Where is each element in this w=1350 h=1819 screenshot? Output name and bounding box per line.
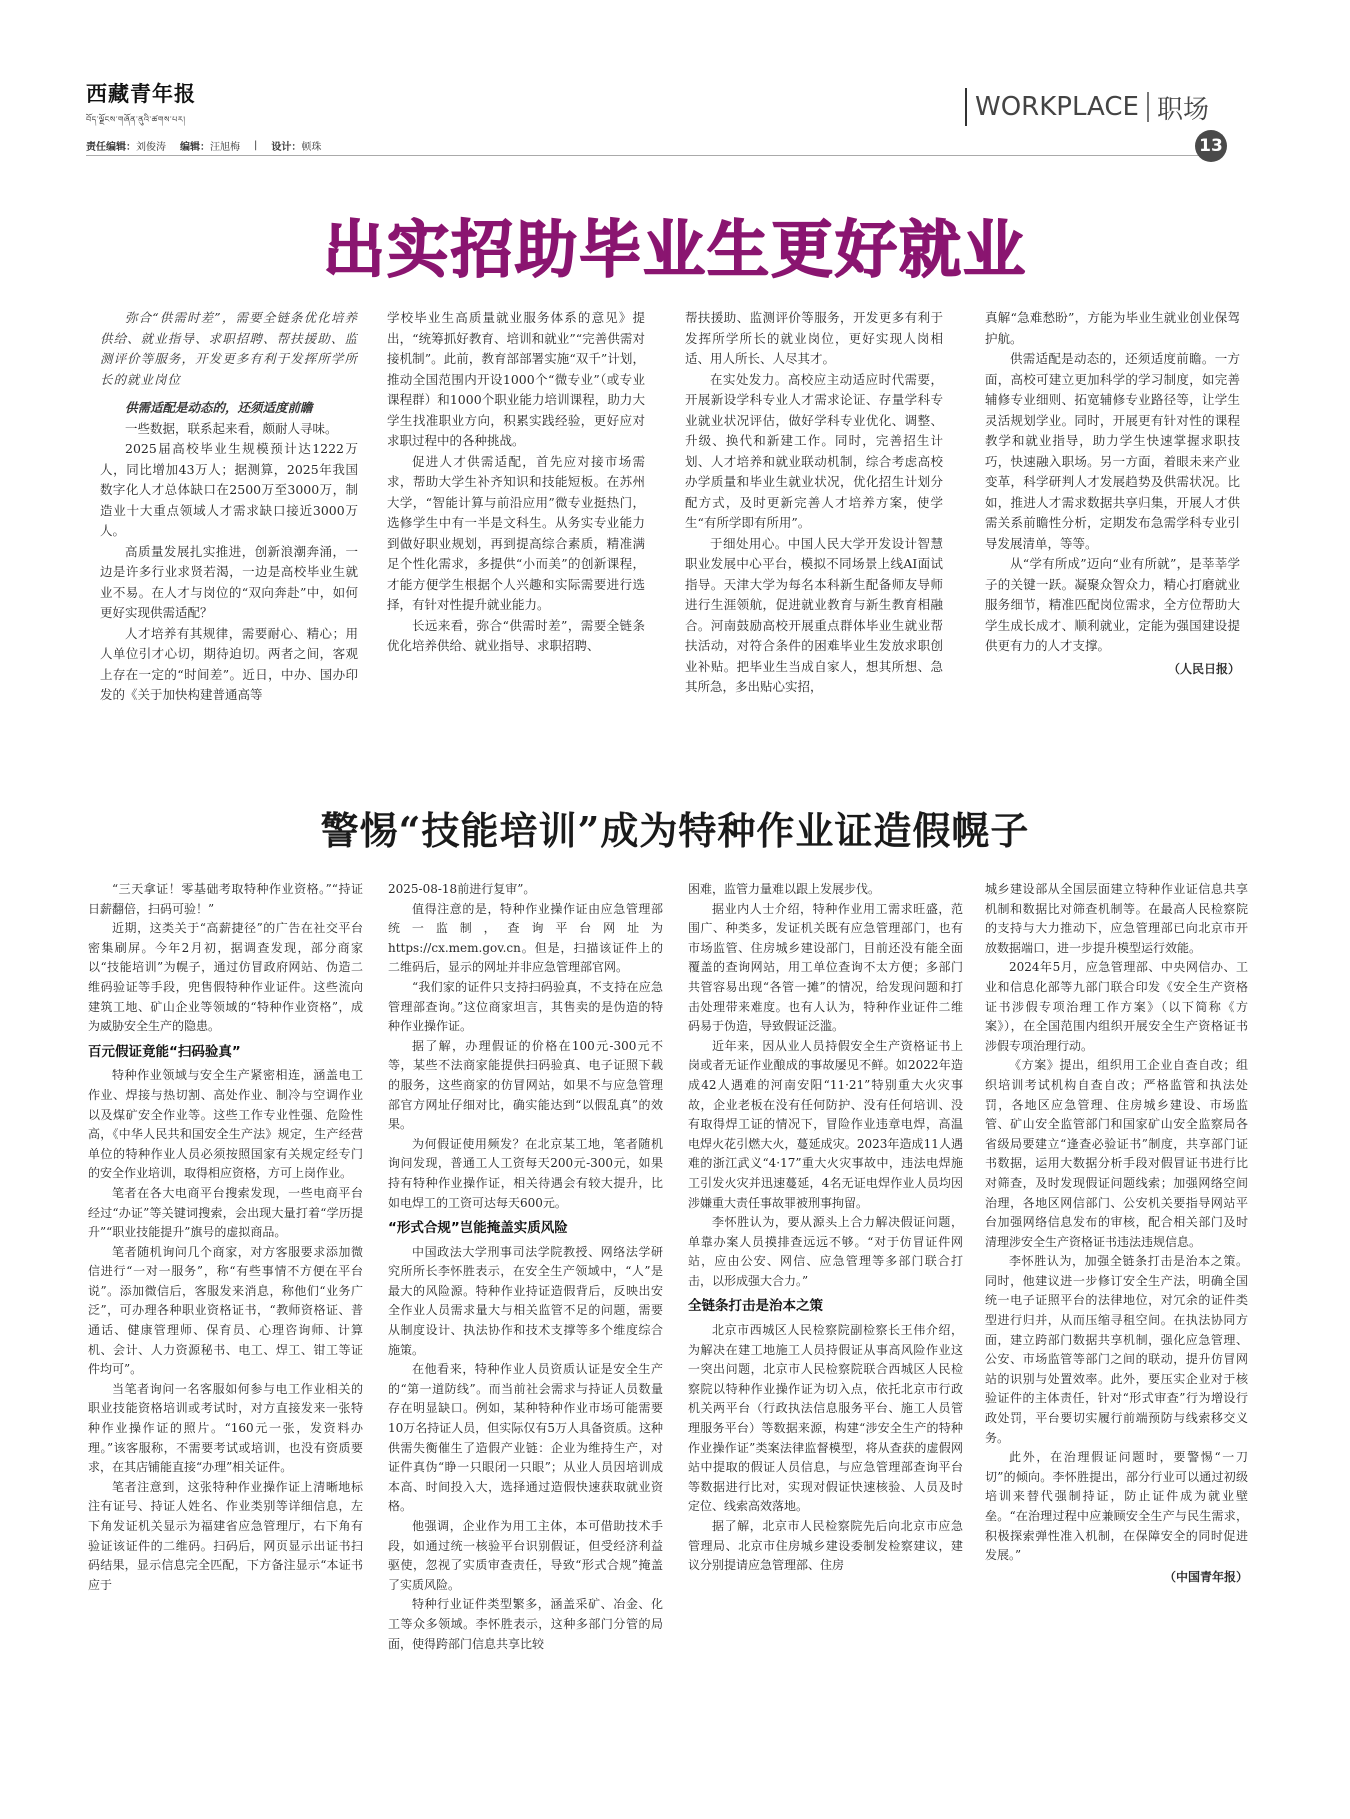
- section-tag: [965, 88, 1209, 126]
- credits-line: [86, 136, 1220, 156]
- article2-column-3: [688, 880, 963, 1780]
- paragraph: 真解“急难愁盼”，方能为毕业生就业创业保驾护航。: [985, 310, 1240, 346]
- section-divider: [965, 88, 967, 126]
- masthead: [86, 78, 286, 133]
- paragraph: 于细处用心。中国人民大学开发设计智慧职业发展中心平台，模拟不同场景上线AI面试指导。天津大学为每名本科新生配备师友导师进行生涯领航，促进就业教育与新生教育相融合。河南鼓励高校开展重点群体毕业生就业帮扶活动，对符合条件的困难毕业生发放求职创业补贴。把毕业生当成自家人，想其所想、急其所急，多出贴心实招，: [685, 535, 943, 694]
- section-separator: [1147, 92, 1149, 122]
- paragraph: 高质量发展扎实推进，创新浪潮奔涌，一边是许多行业求贤若渴，一边是高校毕业生就业不易。在人才与岗位的“双向奔赴”中，如何更好实现供需适配？: [100, 543, 358, 620]
- credit-divider: |: [254, 140, 258, 151]
- article2-subhead-3: 全链条打击是治本之策: [688, 1298, 823, 1315]
- paragraph: 北京市西城区人民检察院副检察长王伟介绍，为解决在建工地施工人员持假证从事高风险作业这一突出问题，北京市人民检察院联合西城区人民检察院以特种作业操作证为切入点，依托北京市行政机关两平台（行政执法信息服务平台、施工人员管理服务平台）等数据来源，构建“涉安全生产的特种作业操作证”类案法律监督模型，将从查获的虚假网站中提取的假证人员信息，与应急管理部查询平台等数据进行比对，实现对假证快速核验、人员及时定位、线索高效落地。: [688, 1323, 963, 1514]
- paragraph: 值得注意的是，特种作业操作证由应急管理部统一监制，查询平台网址为https://cx.mem.gov.cn。但是，扫描该证件上的二维码后，显示的网址并非应急管理部官网。: [388, 901, 663, 975]
- paragraph: 中国政法大学刑事司法学院教授、网络法学研究所所长李怀胜表示，在安全生产领域中，“人”是最大的风险源。特种作业持证造假背后，反映出安全作业人员需求量大与相关监管不足的问题，需要从制度设计、执法协作和技术支撑等多个维度综合施策。: [388, 1244, 663, 1357]
- paragraph: 促进人才供需适配，首先应对接市场需求，帮助大学生补齐知识和技能短板。在苏州大学，“智能计算与前沿应用”微专业挺热门，选修学生中有一半是文科生。从务实专业能力到做好职业规划，再到提高综合素质，精准满足个性化需求，多提供“小而美”的创新课程，才能方便学生根据个人兴趣和实际需要进行选择，有针对性提升就业能力。: [387, 453, 645, 612]
- copy-editor-value: 汪旭梅: [210, 142, 240, 153]
- paragraph: 《方案》提出，组织用工企业自查自改；组织培训考试机构自查自改；严格监管和执法处罚，各地区应急管理、住房城乡建设、市场监管、矿山安全监管部门和国家矿山安全监察局各省级局要建立“逢查必验证书”制度，共享部门证书数据，运用大数据分析手段对假冒证书进行比对筛查，及时发现假证问题线索；加强网络空间治理，各地区网信部门、公安机关要指导网站平台加强网络信息发布的审核，配合相关部门及时清理涉安全生产资格证书违法违规信息。: [985, 1058, 1248, 1249]
- article1-column-3: [685, 308, 943, 708]
- paragraph: 近期，这类关于“高薪捷径”的广告在社交平台密集刷屏。今年2月初，据调查发现，部分商家以“技能培训”为幌子，通过仿冒政府网站、伪造二维码验证等手段，兜售假特种作业证件。这些流向建筑工地、矿山企业等领域的“特种作业资格”，成为威胁安全生产的隐患。: [88, 921, 363, 1034]
- article1-subhead: 供需适配是动态的，还须适度前瞻: [125, 400, 313, 415]
- paragraph: 城乡建设部从全国层面建立特种作业证信息共享机制和数据比对筛查机制等。在最高人民检察院的支持与大力推动下，应急管理部已向北京市开放数据端口，进一步提升模型运行效能。: [985, 882, 1248, 955]
- paragraph: 当笔者询问一名客服如何参与电工作业相关的职业技能资格培训或考试时，对方直接发来一张特种作业操作证的照片。“160元一张，发资料办理。”该客服称，不需要考试或培训，也没有资质要求，在其店铺能直接“办理”相关证件。: [88, 1381, 363, 1475]
- paragraph: 一些数据，联系起来看，颇耐人寻味。: [125, 420, 338, 436]
- article1-column-2: [387, 308, 645, 708]
- design-credit: [271, 138, 321, 153]
- article1-column-1: [100, 308, 358, 708]
- paragraph: “我们家的证件只支持扫码验真，不支持在应急管理部查询。”这位商家坦言，其售卖的是伪造的特种作业操作证。: [388, 979, 663, 1034]
- page-number: 13: [1195, 130, 1227, 162]
- article1-column-4: [985, 308, 1240, 708]
- paragraph: 近年来，因从业人员持假安全生产资格证书上岗或者无证作业酿成的事故屡见不鲜。如2022年造成42人遇难的河南安阳“11·21”特别重大火灾事故，企业老板在没有任何防护、没有任何培训、没有取得焊工证的情况下，冒险作业违章电焊，高温电焊火花引燃大火，蔓延成灾。2023年造成11人遇难的浙江武义“4·17”重大火灾事故中，违法电焊施工引发火灾并迅速蔓延，4名无证电焊作业人员均因涉嫌重大责任事故罪被刑事拘留。: [688, 1038, 963, 1210]
- editor-value: 刘俊涛: [136, 142, 166, 153]
- article2-headline: 警惕“技能培训”成为特种作业证造假幌子: [320, 808, 1030, 853]
- editor-label: 责任编辑：: [86, 142, 136, 153]
- paragraph: 人才培养有其规律，需要耐心、精心；用人单位引才心切，期待迫切。两者之间，客观上存在一定的“时间差”。近日，中办、国办印发的《关于加快构建普通高等: [100, 625, 358, 702]
- article2-source: （中国青年报）: [1163, 1569, 1248, 1584]
- design-value: 顿珠: [301, 142, 322, 153]
- paragraph: 困难，监管力量难以跟上发展步伐。: [688, 882, 881, 896]
- paragraph: 笔者随机询问几个商家，对方客服要求添加微信进行“一对一服务”，称“有些事情不方便在平台说”。添加微信后，客服发来消息，称他们“业务广泛”，可办理各种职业资格证书，“教师资格证、普通话、健康管理师、保育员、心理咨询师、计算机、会计、人力资源秘书、电工、焊工、钳工等证件均可”。: [88, 1244, 363, 1377]
- paragraph: 特种行业证件类型繁多，涵盖采矿、冶金、化工等众多领域。李怀胜表示，这种多部门分管的局面，使得跨部门信息共享比较: [388, 1597, 663, 1651]
- article2-column-4: [985, 880, 1248, 1780]
- paragraph: 笔者注意到，这张特种作业操作证上清晰地标注有证号、持证人姓名、作业类别等详细信息，左下角发证机关显示为福建省应急管理厅，右下角有验证该证件的二维码。扫码后，网页显示出证书扫码结果，显示信息完全匹配，下方备注显示“本证书应于: [88, 1479, 363, 1592]
- paragraph: 从“学有所成”迈向“业有所就”，是莘莘学子的关键一跃。凝聚众智众力，精心打磨就业服务细节，精准匹配岗位需求，全方位帮助大学生成长成才、顺利就业，定能为强国建设提供更有力的人才支撑。: [985, 556, 1240, 653]
- paragraph: 在他看来，特种作业人员资质认证是安全生产的“第一道防线”。而当前社会需求与持证人员数量存在明显缺口。例如，某种特种作业市场可能需要10万名持证人员，但实际仅有5万人具备资质。这种供需失衡催生了造假产业链：企业为维持生产，对证件真伪“睁一只眼闭一只眼”；从业人员因培训成本高、时间投入大，选择通过造假快速获取就业资格。: [388, 1362, 663, 1514]
- article2-subhead-2: “形式合规”岂能掩盖实质风险: [388, 1220, 568, 1237]
- editor-credit: [86, 138, 166, 153]
- article2-column-1: [88, 880, 363, 1780]
- paragraph: 据业内人士介绍，特种作业用工需求旺盛，范围广、种类多，发证机关既有应急管理部门，也有市场监管、住房城乡建设部门，目前还没有能全面覆盖的查询网站，用工单位查询不太方便；多部门共管容易出现“各管一摊”的情况，给发现问题和打击处理带来难度。也有人认为，特种作业证件二维码易于伪造，导致假证泛滥。: [688, 901, 963, 1034]
- paragraph: 帮扶援助、监测评价等服务，开发更多有利于发挥所学所长的就业岗位，更好实现人岗相适、用人所长、人尽其才。: [685, 310, 943, 366]
- article1-source: （人民日报）: [1167, 661, 1240, 676]
- paragraph: 为何假证使用频发？在北京某工地，笔者随机询问发现，普通工人工资每天200元-300元，如果持有特种作业操作证，相关待遇会有较大提升，比如电焊工的工资可达每天600元。: [388, 1136, 663, 1210]
- section-name-en: WORKPLACE: [975, 92, 1139, 122]
- paragraph: 在实处发力。高校应主动适应时代需要，开展新设学科专业人才需求论证、存量学科专业就业状况评估，做好学科专业优化、调整、升级、换代和新建工作。同时，完善招生计划、人才培养和就业联动机制，综合考虑高校办学质量和毕业生就业状况，优化招生计划分配方式，及时更新完善人才培养方案，使学生“有所学即有所用”。: [685, 371, 943, 530]
- section-name-zh: 职场: [1156, 94, 1209, 125]
- newspaper-logo-tibetan: བོད་ལྗོངས་གཞོན་ནུའི་ཚགས་པར།: [86, 115, 186, 124]
- paragraph: 据了解，办理假证的价格在100元-300元不等，某些不法商家能提供扫码验真、电子证照下载的服务，这些商家的仿冒网站，如果不与应急管理部官方网址仔细对比，确实能达到“以假乱真”的效果。: [388, 1038, 663, 1132]
- copy-editor-label: 编辑：: [180, 142, 210, 153]
- paragraph: 2025届高校毕业生规模预计达1222万人，同比增加43万人；据测算，2025年我国数字化人才总体缺口在2500万至3000万，制造业十大重点领域人才需求缺口接近3000万人。: [100, 441, 358, 538]
- paragraph: 笔者在各大电商平台搜索发现，一些电商平台经过“办证”等关键词搜索，会出现大量打着“学历提升”“职业技能提升”旗号的虚拟商品。: [88, 1185, 363, 1240]
- article1-lead: 弥合“供需时差”，需要全链条优化培养供给、就业指导、求职招聘、帮扶援助、监测评价等服务，开发更多有利于发挥所学所长的就业岗位: [100, 310, 358, 387]
- paragraph: 长远来看，弥合“供需时差”，需要全链条优化培养供给、就业指导、求职招聘、: [387, 617, 645, 653]
- newspaper-logo: 西藏青年报: [86, 81, 196, 106]
- paragraph: 特种作业领域与安全生产紧密相连，涵盖电工作业、焊接与热切割、高处作业、制冷与空调作业以及煤矿安全作业等。这些工作专业性强、危险性高，《中华人民共和国安全生产法》规定，生产经营单位的特种作业人员必须按照国家有关规定经专门的安全作业培训，取得相应资格，方可上岗作业。: [88, 1068, 363, 1181]
- paragraph: 他强调，企业作为用工主体，本可借助技术手段，如通过统一核验平台识别假证，但受经济利益驱使，忽视了实质审查责任，导致“形式合规”掩盖了实质风险。: [388, 1519, 663, 1592]
- article2-column-2: [388, 880, 663, 1780]
- paragraph: “三天拿证！零基础考取特种作业资格。”“持证日薪翻倍，扫码可验！”: [88, 882, 363, 916]
- paragraph: 据了解，北京市人民检察院先后向北京市应急管理局、北京市住房城乡建设委制发检察建议，建议分别提请应急管理部、住房: [688, 1519, 963, 1573]
- paragraph: 李怀胜认为，要从源头上合力解决假证问题，单靠办案人员摸排查远远不够。“对于仿冒证件网站，应由公安、网信、应急管理等多部门联合打击，以形成强大合力。”: [688, 1215, 963, 1288]
- article2-subhead-1: 百元假证竟能“扫码验真”: [88, 1043, 241, 1060]
- article1-headline: 出实招助毕业生更好就业: [322, 213, 1027, 286]
- design-label: 设计：: [271, 142, 302, 153]
- paragraph: 学校毕业生高质量就业服务体系的意见》提出，“统筹抓好教育、培训和就业”“完善供需对接机制”。此前，教育部部署实施“双千”计划，推动全国范围内开设1000个“微专业”（或专业课程群）和1000个职业能力培训课程，助力大学生找准职业方向，积累实践经验，更好应对求职过程中的各种挑战。: [387, 310, 645, 448]
- paragraph: 供需适配是动态的，还须适度前瞻。一方面，高校可建立更加科学的学习制度，如完善辅修专业细则、拓宽辅修专业路径等，让学生灵活规划学业。同时，开展更有针对性的课程教学和就业指导，助力学生快速掌握求职技巧，快速融入职场。另一方面，着眼未来产业变革，科学研判人才发展趋势及供需状况。比如，推进人才需求数据共享归集，开展人才供需关系前瞻性分析，定期发布急需学科专业引导发展清单，等等。: [985, 351, 1240, 551]
- paragraph: 此外，在治理假证问题时，要警惕“一刀切”的倾向。李怀胜提出，部分行业可以通过初级培训来替代强制持证，防止证件成为就业壁垒。“在治理过程中应兼顾安全生产与民生需求，积极探索弹性准入机制，在保障安全的同时促进发展。”: [985, 1450, 1248, 1563]
- paragraph: 2024年5月，应急管理部、中央网信办、工业和信息化部等九部门联合印发《安全生产资格证书涉假专项治理工作方案》（以下简称《方案》），在全国范围内组织开展安全生产资格证书涉假专项治理行动。: [985, 960, 1248, 1053]
- copy-editor-credit: [180, 138, 240, 153]
- paragraph: 李怀胜认为，加强全链条打击是治本之策。同时，他建议进一步修订安全生产法，明确全国统一电子证照平台的法律地位，对冗余的证件类型进行归并，从而压缩寻租空间。在执法协同方面，建立跨部门数据共享机制，强化应急管理、公安、市场监管等部门之间的联动，提升仿冒网站的识别与处置效率。此外，要压实企业对于核验证件的主体责任，针对“形式审查”行为增设行政处罚，平台要切实履行前端预防与线索移交义务。: [985, 1254, 1248, 1445]
- paragraph: 2025-08-18前进行复审”。: [388, 882, 536, 896]
